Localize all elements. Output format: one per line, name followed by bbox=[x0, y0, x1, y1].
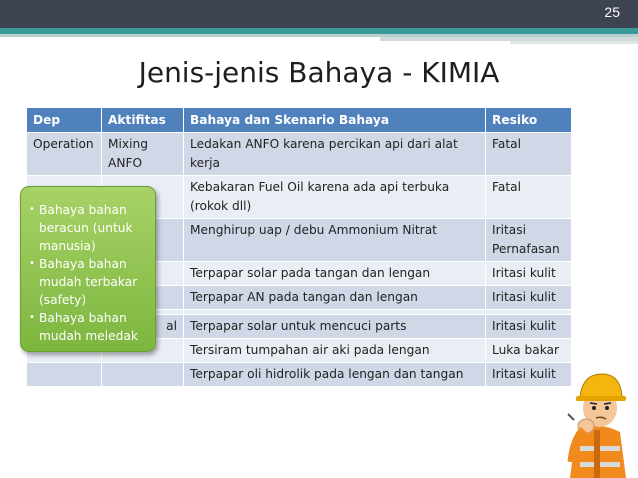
callout-list bbox=[29, 201, 149, 345]
cell-resiko: Fatal bbox=[486, 176, 572, 219]
cell-resiko: Luka bakar bbox=[486, 339, 572, 363]
hazard-types-callout bbox=[20, 186, 156, 352]
header-resiko: Resiko bbox=[486, 108, 572, 133]
cell-bahaya: Tersiram tumpahan air aki pada lengan bbox=[184, 339, 486, 363]
cell-resiko: Iritasi kulit bbox=[486, 286, 572, 310]
cell-bahaya: Terpapar solar pada tangan dan lengan bbox=[184, 262, 486, 286]
cell-resiko: Iritasi kulit bbox=[486, 363, 572, 387]
cell-resiko: Iritasi Pernafasan bbox=[486, 219, 572, 262]
table-header-row bbox=[27, 108, 572, 133]
cell-aktifitas: Mixing ANFO bbox=[102, 133, 184, 176]
accent-band-right-small bbox=[510, 41, 638, 44]
cell-resiko: Iritasi kulit bbox=[486, 262, 572, 286]
cell-resiko: Fatal bbox=[486, 133, 572, 176]
cell-bahaya: Terpapar AN pada tangan dan lengan bbox=[184, 286, 486, 310]
header-dep: Dep bbox=[27, 108, 102, 133]
callout-item: • Bahaya bahan mudah terbakar (safety) bbox=[29, 255, 149, 309]
cell-dep bbox=[27, 363, 102, 387]
slide-number: 25 bbox=[604, 4, 620, 20]
table-row bbox=[27, 133, 572, 176]
cell-bahaya: Terpapar oli hidrolik pada lengan dan tangan bbox=[184, 363, 486, 387]
table-row bbox=[27, 363, 572, 387]
cell-resiko: Iritasi kulit bbox=[486, 315, 572, 339]
slide-top-bar bbox=[0, 0, 638, 28]
cell-aktifitas bbox=[102, 363, 184, 387]
header-bahaya: Bahaya dan Skenario Bahaya bbox=[184, 108, 486, 133]
cell-bahaya: Kebakaran Fuel Oil karena ada api terbuka (rokok dll) bbox=[184, 176, 486, 219]
callout-item: • Bahaya bahan mudah meledak bbox=[29, 309, 149, 345]
callout-item: • Bahaya bahan beracun (untuk manusia) bbox=[29, 201, 149, 255]
cell-dep: Operation bbox=[27, 133, 102, 176]
slide-title: Jenis-jenis Bahaya - KIMIA bbox=[138, 56, 500, 89]
cell-bahaya: Terpapar solar untuk mencuci parts bbox=[184, 315, 486, 339]
cell-aktifitas: al bbox=[102, 315, 184, 339]
cell-bahaya: Menghirup uap / debu Ammonium Nitrat bbox=[184, 219, 486, 262]
header-aktifitas: Aktifitas bbox=[102, 108, 184, 133]
cell-bahaya: Ledakan ANFO karena percikan api dari alat kerja bbox=[184, 133, 486, 176]
safety-worker-thinking-icon bbox=[556, 362, 638, 478]
